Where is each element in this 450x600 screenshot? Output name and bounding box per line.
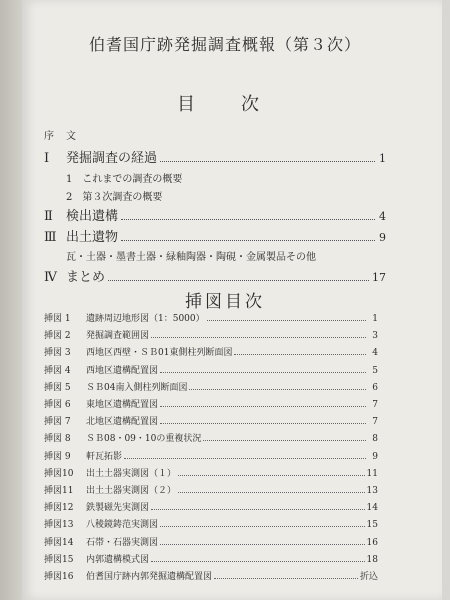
- leader-dots: [124, 458, 366, 459]
- figure-id: 挿図15: [44, 554, 74, 565]
- toc-entry-preface: [44, 127, 386, 142]
- figure-label: 北地区遺構配置図: [86, 417, 159, 428]
- figure-id: 挿図 2: [44, 331, 71, 342]
- figure-id: 挿図16: [44, 572, 74, 582]
- leader-dots: [178, 492, 365, 493]
- figure-id: 挿図12: [44, 503, 74, 514]
- figure-label: 軒瓦拓影: [86, 451, 123, 462]
- figure-id: 挿図13: [44, 520, 74, 531]
- figure-page: 6: [372, 382, 378, 393]
- leader-dots: [234, 354, 366, 355]
- figure-label: 西地区西壁・ＳＢ01東側柱列断面図: [86, 348, 233, 359]
- leader-dots: [160, 372, 366, 373]
- figure-label: 西地区遺構配置図: [86, 365, 159, 376]
- toc-entry-1: [44, 147, 386, 166]
- toc-entry-number: Ⅱ: [44, 209, 53, 224]
- figure-list-item: [44, 431, 378, 447]
- figure-id: 挿図 9: [44, 451, 71, 462]
- figure-list-item: [44, 500, 378, 516]
- figure-label: 発掘調査範囲図: [86, 331, 150, 342]
- toc-entry-page: 9: [379, 231, 386, 244]
- leader-dots: [214, 578, 358, 579]
- figure-label: 内郭遺構模式図: [86, 554, 150, 565]
- figure-page: 3: [372, 331, 378, 342]
- leader-dots: [151, 509, 365, 510]
- toc-entry-page: 17: [372, 271, 386, 284]
- figure-list-item: [44, 397, 378, 413]
- figure-page: 7: [372, 417, 378, 428]
- figure-label: 出土土器実測図（２）: [86, 486, 177, 496]
- figure-page: 11: [366, 468, 378, 479]
- figure-page: 15: [366, 520, 378, 531]
- figure-label: 遺跡周辺地形図（1：5000）: [86, 314, 205, 324]
- toc-heading: 目 次: [177, 94, 273, 115]
- toc-entry-number: 序: [44, 131, 54, 142]
- figure-list-item: [44, 449, 378, 465]
- figure-list-item: [44, 569, 378, 585]
- figure-id: 挿図14: [44, 537, 74, 548]
- figure-list-item: [44, 517, 378, 533]
- figure-list-item: [44, 328, 378, 344]
- leader-dots: [121, 218, 375, 220]
- toc-entry-page: 4: [379, 210, 386, 223]
- figure-id: 挿図11: [44, 486, 74, 496]
- figure-id: 挿図 7: [44, 417, 71, 428]
- figure-list-item: [44, 483, 378, 499]
- leader-dots: [178, 475, 365, 476]
- leader-dots: [108, 279, 369, 281]
- figure-id: 挿図 8: [44, 434, 71, 445]
- figure-page: 18: [366, 554, 378, 565]
- toc-entry-number: Ⅰ: [44, 151, 50, 166]
- figure-list-item: [44, 311, 378, 327]
- toc-entry-label: まとめ: [66, 270, 106, 285]
- figure-label: 石帯・石器実測図: [86, 537, 159, 548]
- figure-id: 挿図 1: [44, 314, 71, 324]
- toc-subentry-2: 2 第３次調査の概要: [66, 192, 163, 203]
- leader-dots: [207, 320, 366, 321]
- leader-dots: [189, 389, 366, 390]
- toc-entry-4: [44, 266, 386, 285]
- leader-dots: [160, 423, 366, 424]
- figure-page: 折込: [359, 572, 378, 582]
- toc-entry-number: Ⅳ: [44, 270, 57, 285]
- figure-page: 16: [366, 537, 378, 548]
- figure-label: 東地区遺構配置図: [86, 400, 159, 410]
- figure-list-item: [44, 466, 378, 482]
- toc-subentry-3: 瓦・土器・墨書土器・緑釉陶器・陶硯・金属製品その他: [66, 252, 316, 263]
- figure-label: ＳＢ04南入側柱列断面図: [86, 382, 188, 393]
- page-title: 伯耆国庁跡発掘調査概報（第３次）: [88, 35, 361, 54]
- figure-label: 伯耆国庁跡内郭発掘遺構配置図: [86, 572, 213, 582]
- figure-label: 八稜鏡鋳范実測図: [86, 520, 159, 531]
- toc-entry-label: 文: [66, 131, 76, 142]
- figure-list-item: [44, 345, 378, 361]
- figure-page: 7: [372, 400, 378, 410]
- figure-list-item: [44, 363, 378, 379]
- leader-dots: [121, 239, 375, 241]
- figure-page: 1: [372, 314, 378, 324]
- figure-list-item: [44, 414, 378, 430]
- figure-list-item: [44, 535, 378, 551]
- toc-entry-3: [44, 226, 386, 245]
- figure-page: 5: [372, 365, 378, 376]
- leader-dots: [160, 406, 366, 407]
- toc-entry-page: 1: [379, 152, 386, 165]
- figure-page: 13: [366, 486, 378, 496]
- leader-dots: [203, 440, 366, 441]
- leader-dots: [160, 160, 375, 162]
- figure-id: 挿図 3: [44, 348, 71, 359]
- figure-label: ＳＢ08・09・10の重複状況: [86, 434, 202, 445]
- leader-dots: [160, 544, 365, 545]
- figure-list-item: [44, 380, 378, 396]
- toc-entry-2: [44, 205, 386, 224]
- figure-id: 挿図 4: [44, 365, 71, 376]
- leader-dots: [151, 337, 366, 338]
- figure-label: 出土土器実測図（１）: [86, 468, 177, 479]
- figure-page: 8: [372, 434, 378, 445]
- toc-entry-label: 検出遺構: [66, 209, 119, 224]
- figure-label: 鉄製磁先実測図: [86, 503, 150, 514]
- figure-page: 9: [372, 451, 378, 462]
- toc-entry-label: 出土遺物: [66, 230, 119, 245]
- leader-dots: [151, 561, 365, 562]
- figure-page: 4: [372, 348, 378, 359]
- toc-subentry-1: 1 これまでの調査の概要: [66, 174, 183, 185]
- figure-list-item: [44, 552, 378, 568]
- toc-entry-label: 発掘調査の経過: [66, 151, 158, 166]
- figure-id: 挿図10: [44, 468, 74, 479]
- figure-id: 挿図 5: [44, 382, 71, 393]
- figure-id: 挿図 6: [44, 400, 71, 410]
- figure-page: 14: [366, 503, 378, 514]
- figure-list-heading: 挿図目次: [185, 292, 265, 312]
- leader-dots: [160, 526, 365, 527]
- toc-entry-number: Ⅲ: [44, 230, 57, 245]
